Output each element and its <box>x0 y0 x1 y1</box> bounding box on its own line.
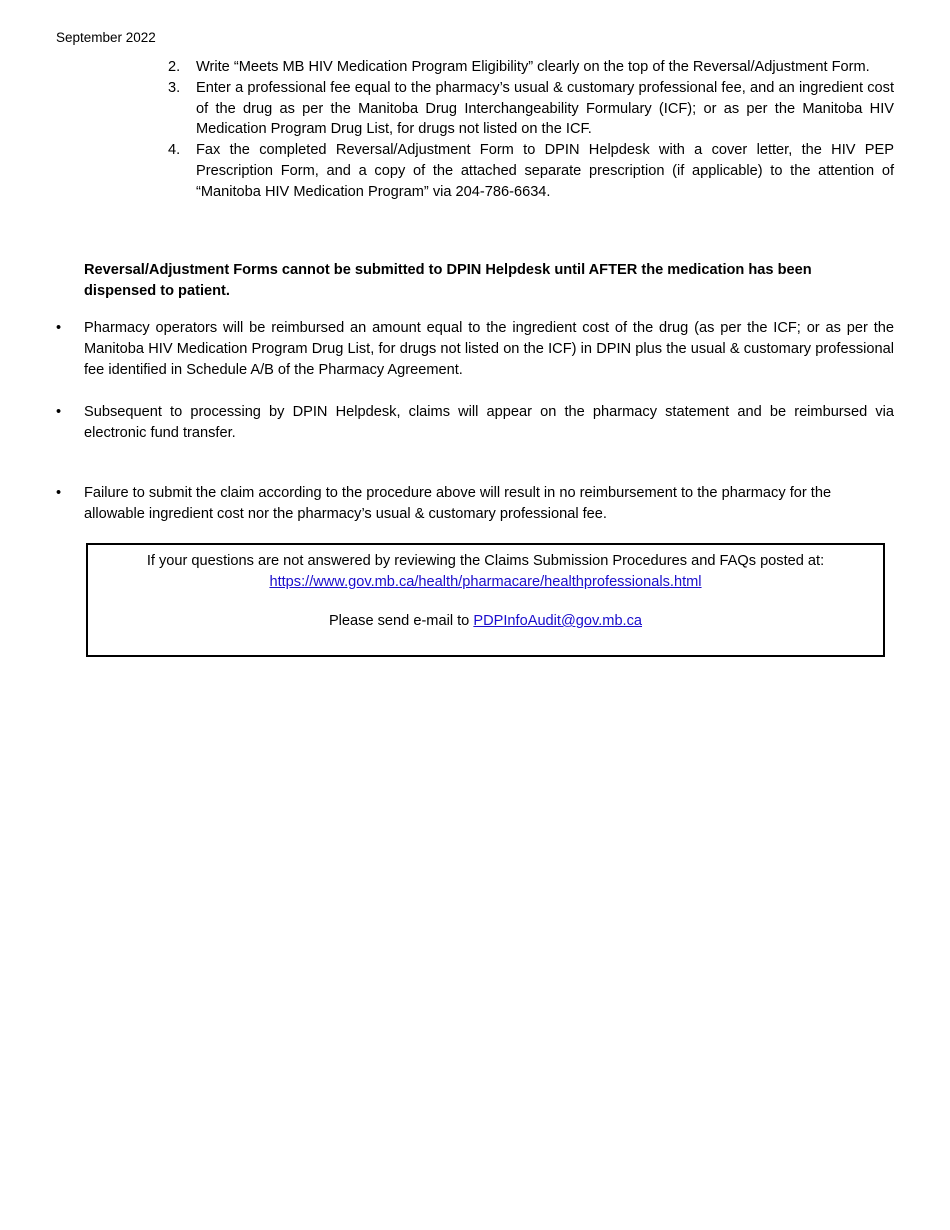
step-text: Write “Meets MB HIV Medication Program Eligibility” clearly on the top of the Reversal/Adjustment Form. <box>196 59 870 75</box>
list-item-step-2 <box>168 57 894 78</box>
bullet-item-reimbursement <box>56 318 894 380</box>
submission-warning-note: Reversal/Adjustment Forms cannot be submitted to DPIN Helpdesk until AFTER the medication has been dispensed to patient. <box>84 262 812 299</box>
faq-link-line <box>88 572 883 593</box>
list-item-step-3 <box>168 78 894 140</box>
email-prefix: Please send e-mail to <box>328 613 470 629</box>
email-link[interactable]: PDPInfoAudit@gov.mb.ca <box>473 613 643 629</box>
bullet-text: Failure to submit the claim according to the procedure above will result in no reimbursement to the pharmacy for the allowable ingredient cost nor the pharmacy’s usual & customary professional fee. <box>84 485 832 522</box>
email-line <box>88 611 883 632</box>
step-number: 3. <box>168 79 181 96</box>
step-number: 4. <box>168 142 181 159</box>
step-text: Fax the completed Reversal/Adjustment Form to DPIN Helpdesk with a cover letter, the HIV PEP Prescription Form, and a copy of the attached separate prescription (if applicable) to the attention of “Manitoba HIV Medication Program” via 204-786-6634. <box>196 142 894 200</box>
bullet-icon: • <box>56 485 62 501</box>
bullet-item-processing <box>56 402 894 444</box>
numbered-steps-list <box>168 57 894 203</box>
header-date: September 2022 <box>56 30 156 45</box>
bullet-text: Subsequent to processing by DPIN Helpdesk, claims will appear on the pharmacy statement and be reimbursed via electronic fund transfer. <box>84 404 894 441</box>
bullet-item-failure <box>56 483 894 525</box>
bullet-text: Pharmacy operators will be reimbursed an amount equal to the ingredient cost of the drug (as per the ICF; or as per the Manitoba HIV Medication Program Drug List, for drugs not listed on the ICF) in DPIN plus the usual & customary professional fee identified in Schedule A/B of the Pharmacy Agreement. <box>84 320 894 378</box>
list-item-step-4 <box>168 140 894 202</box>
bullet-icon: • <box>56 404 62 420</box>
faq-link[interactable]: https://www.gov.mb.ca/health/pharmacare/healthprofessionals.html <box>269 574 702 590</box>
step-number: 2. <box>168 59 181 75</box>
bullet-icon: • <box>56 320 62 336</box>
contact-info-box <box>86 543 885 657</box>
contact-intro: If your questions are not answered by reviewing the Claims Submission Procedures and FAQs posted at: <box>146 553 825 569</box>
step-text: Enter a professional fee equal to the pharmacy’s usual & customary professional fee, and an ingredient cost of the drug as per the Manitoba Drug Interchangeability Formulary (ICF); or as per the Manitoba HIV Medication Program Drug List, for drugs not listed on the ICF. <box>196 79 894 138</box>
